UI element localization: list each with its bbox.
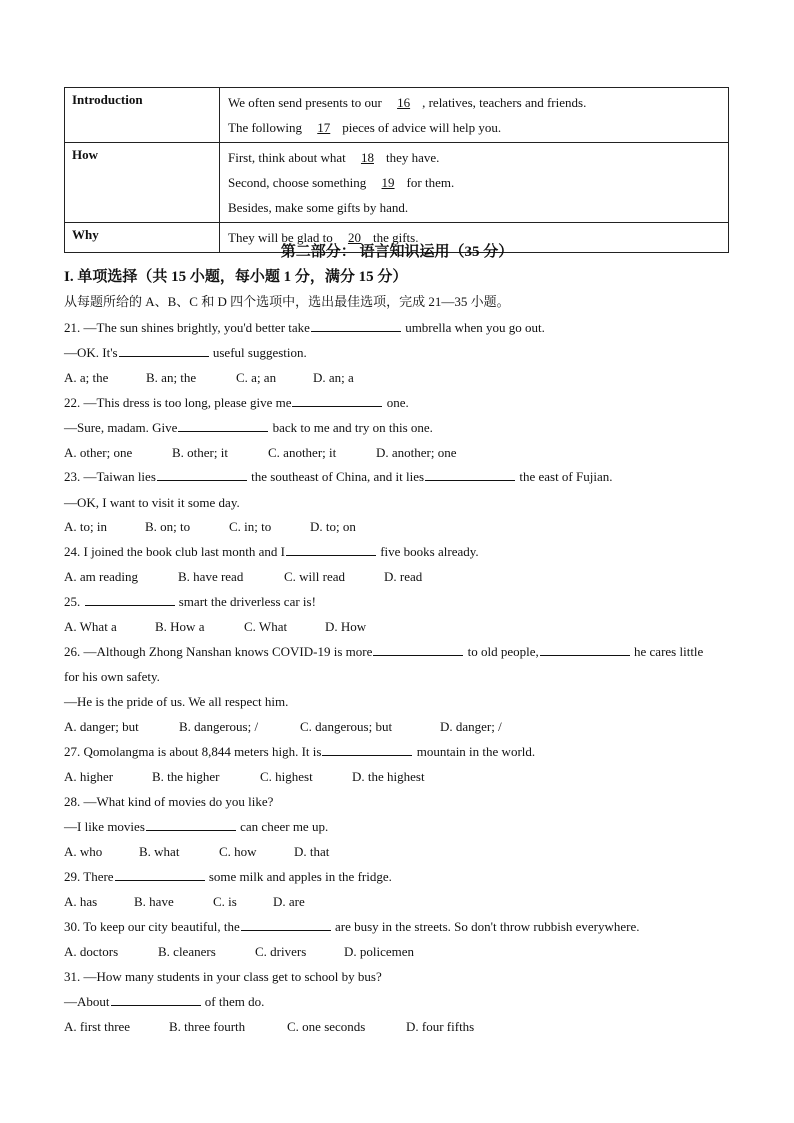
- option-d[interactable]: D. policemen: [344, 944, 415, 959]
- table-line: We often send presents to our 16 , relatives, teachers and friends.: [228, 90, 720, 115]
- answer-blank[interactable]: [540, 644, 630, 656]
- option-c[interactable]: C. highest: [260, 769, 313, 784]
- table-line: Second, choose something 19 for them.: [228, 170, 720, 195]
- question-27-line: 27. Qomolangma is about 8,844 meters high. It is mountain in the world.: [64, 744, 536, 759]
- option-c[interactable]: C. how: [219, 844, 257, 859]
- option-b[interactable]: B. cleaners: [158, 944, 216, 959]
- answer-blank[interactable]: [85, 594, 175, 606]
- question-26-cont: for his own safety.: [64, 669, 160, 684]
- option-d[interactable]: D. read: [384, 569, 423, 584]
- table-row: [65, 143, 729, 223]
- option-b[interactable]: B. the higher: [152, 769, 220, 784]
- option-d[interactable]: D. four fifths: [406, 1019, 475, 1034]
- row-label: Introduction: [65, 88, 220, 143]
- option-c[interactable]: C. is: [213, 894, 237, 909]
- question-26-reply: —He is the pride of us. We all respect him.: [64, 694, 289, 709]
- question-28-reply: —I like movies can cheer me up.: [64, 819, 329, 834]
- option-b[interactable]: B. an; the: [146, 370, 197, 385]
- option-d[interactable]: D. danger; /: [440, 719, 502, 734]
- option-b[interactable]: B. have read: [178, 569, 244, 584]
- options-29: [64, 894, 305, 910]
- option-a[interactable]: A. am reading: [64, 569, 139, 584]
- option-b[interactable]: B. other; it: [172, 445, 228, 460]
- row-label: How: [65, 143, 220, 223]
- answer-blank[interactable]: [286, 544, 376, 556]
- question-23-reply: —OK, I want to visit it some day.: [64, 495, 240, 510]
- question-24-line: 24. I joined the book club last month and I five books already.: [64, 544, 479, 559]
- options-23: [64, 519, 356, 535]
- options-28: [64, 844, 329, 860]
- answer-blank[interactable]: [178, 420, 268, 432]
- option-c[interactable]: C. dangerous; but: [300, 719, 393, 734]
- option-d[interactable]: D. an; a: [313, 370, 354, 385]
- question-29-line: 29. There some milk and apples in the fridge.: [64, 869, 392, 884]
- option-a[interactable]: A. What a: [64, 619, 117, 634]
- options-27: [64, 769, 425, 785]
- option-c[interactable]: C. will read: [284, 569, 346, 584]
- question-26-line: 26. —Although Zhong Nanshan knows COVID-19 is more to old people, he cares little: [64, 644, 704, 659]
- answer-blank[interactable]: [425, 469, 515, 481]
- answer-blank[interactable]: [373, 644, 463, 656]
- option-b[interactable]: B. How a: [155, 619, 205, 634]
- option-a[interactable]: A. to; in: [64, 519, 107, 534]
- options-26: [64, 719, 502, 735]
- question-22-reply: —Sure, madam. Give back to me and try on this one.: [64, 420, 433, 435]
- option-a[interactable]: A. danger; but: [64, 719, 139, 734]
- answer-blank[interactable]: [322, 744, 412, 756]
- blank-number: 16: [397, 95, 411, 110]
- answer-blank[interactable]: [157, 469, 247, 481]
- options-31: [64, 1019, 474, 1035]
- table-line: They will be glad to 20 the gifts.: [228, 225, 720, 250]
- option-a[interactable]: A. has: [64, 894, 98, 909]
- options-24: [64, 569, 422, 585]
- option-c[interactable]: C. one seconds: [287, 1019, 366, 1034]
- blank-number: 18: [360, 150, 374, 165]
- option-a[interactable]: A. higher: [64, 769, 114, 784]
- blank-number: 17: [317, 120, 331, 135]
- option-d[interactable]: D. the highest: [352, 769, 425, 784]
- option-c[interactable]: C. another; it: [268, 445, 337, 460]
- option-d[interactable]: D. How: [325, 619, 367, 634]
- options-21: [64, 370, 354, 386]
- option-b[interactable]: B. have: [134, 894, 174, 909]
- option-b[interactable]: B. three fourth: [169, 1019, 246, 1034]
- option-d[interactable]: D. another; one: [376, 445, 457, 460]
- blank-number: 20: [347, 230, 361, 245]
- question-23-line: 23. —Taiwan lies the southeast of China, and it lies the east of Fujian.: [64, 469, 613, 484]
- answer-blank[interactable]: [311, 320, 401, 332]
- table-row: [65, 88, 729, 143]
- section-title: 第二部分： 语言知识运用（35 分）: [280, 244, 514, 260]
- question-21-line: 21. —The sun shines brightly, you'd better take umbrella when you go out.: [64, 320, 545, 335]
- question-30-line: 30. To keep our city beautiful, the are busy in the streets. So don't throw rubbish everywhere.: [64, 919, 640, 934]
- question-31-reply: —About of them do.: [64, 994, 265, 1009]
- question-21-reply: —OK. It's useful suggestion.: [64, 345, 307, 360]
- option-b[interactable]: B. dangerous; /: [179, 719, 259, 734]
- option-a[interactable]: A. other; one: [64, 445, 133, 460]
- option-c[interactable]: C. a; an: [236, 370, 277, 385]
- answer-blank[interactable]: [146, 819, 236, 831]
- blank-number: 19: [381, 175, 395, 190]
- question-28-line: 28. —What kind of movies do you like?: [64, 794, 274, 809]
- instructions: 从每题所给的 A、B、C 和 D 四个选项中，选出最佳选项，完成 21—35 小题。: [64, 294, 510, 309]
- answer-blank[interactable]: [292, 395, 382, 407]
- option-a[interactable]: A. doctors: [64, 944, 119, 959]
- option-c[interactable]: C. drivers: [255, 944, 307, 959]
- option-c[interactable]: C. in; to: [229, 519, 272, 534]
- option-d[interactable]: D. that: [294, 844, 330, 859]
- option-a[interactable]: A. who: [64, 844, 103, 859]
- option-b[interactable]: B. on; to: [145, 519, 191, 534]
- options-25: [64, 619, 366, 635]
- options-30: [64, 944, 414, 960]
- option-d[interactable]: D. are: [273, 894, 305, 909]
- option-d[interactable]: D. to; on: [310, 519, 356, 534]
- answer-blank[interactable]: [111, 994, 201, 1006]
- answer-blank[interactable]: [119, 345, 209, 357]
- question-25-line: 25. smart the driverless car is!: [64, 594, 316, 609]
- option-a[interactable]: A. a; the: [64, 370, 109, 385]
- answer-blank[interactable]: [115, 869, 205, 881]
- table-line: First, think about what 18 they have.: [228, 145, 720, 170]
- section-subtitle: I. 单项选择（共 15 小题，每小题 1 分，满分 15 分）: [64, 269, 408, 285]
- option-b[interactable]: B. what: [139, 844, 180, 859]
- outline-table: [64, 87, 729, 253]
- table-line: Besides, make some gifts by hand.: [228, 200, 409, 215]
- row-label: Why: [65, 223, 220, 253]
- table-line: The following 17 pieces of advice will help you.: [228, 115, 720, 140]
- options-22: [64, 445, 457, 461]
- question-31-line: 31. —How many students in your class get to school by bus?: [64, 969, 382, 984]
- option-a[interactable]: A. first three: [64, 1019, 131, 1034]
- question-22-line: 22. —This dress is too long, please give me one.: [64, 395, 409, 410]
- option-c[interactable]: C. What: [244, 619, 288, 634]
- answer-blank[interactable]: [241, 919, 331, 931]
